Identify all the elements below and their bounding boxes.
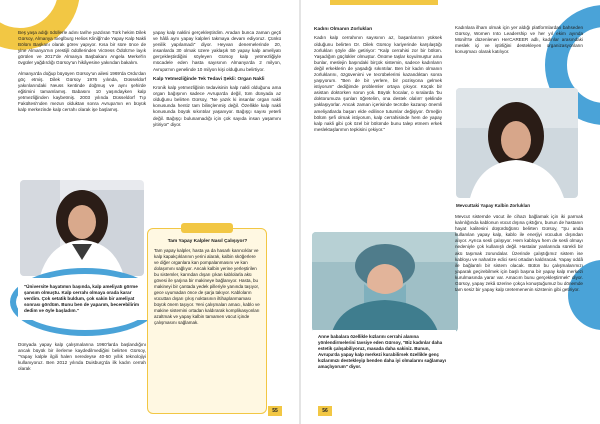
- portrait-photo-doctor-2: [456, 88, 578, 198]
- clipboard-title: Tam Yapay Kalpler Nasıl Çalışıyor?: [167, 239, 248, 244]
- organ-transplant-paragraph: Kronik kalp yetmezliğinin tedavisinin kalp nakli olduğunu ama organ bağışının sadece Avrupa'da değil, tüm dünyada az olduğunu belirten Gürsoy, "Ne yazık ki insanlar organ nakli konusunda hentiz tam bilinçlenmiş değil. Özellikle kalp nakli konusunda büyük sıkıntılar yaşanıyor. Bağışçı sayısı yeterli değil. Bağışçı bulunamadığı için çok sayıda insan yaşamını yitiriyor" diyor.: [153, 85, 281, 127]
- portrait-photo-doctor: [20, 180, 144, 276]
- intro-paragraph: Beş yaşa adığı ödüllerle adını tarihe yazdıran Türk hekim Dilek Gürsoy, Almanya Sieglburg Helios Kliniği'nde Yapay Kalp Nakli Bölüm Başkanı olarak görev yapıyor. Kısa bir süre önce de yine Almanya'nın prestijli ödüllerinden Victress Ödülü'ne layık görülen ve 2017'de Almanya Başbakanı Angela Merkel'in övgüler yağdırdığı Gürsoy'un hikâyesine yakından bakalım.: [18, 30, 146, 66]
- decorative-top-bar: [330, 0, 438, 5]
- right-column-2-bottom: [455, 214, 583, 297]
- section-heading-organ-transplant: Kalp Yetmezliğinde Tek Tedavi Şekli: Organ Nakli: [153, 76, 265, 82]
- left-column-2: [153, 30, 281, 132]
- clipboard-clip: [181, 223, 233, 233]
- caption-box: [313, 330, 456, 374]
- section-heading-challenges: Kadını Olmanın Zorlukları: [314, 27, 373, 32]
- quote-box: [18, 278, 147, 320]
- right-column-2: [455, 25, 583, 59]
- surgeon-photo: [312, 232, 458, 332]
- challenges-paragraph: Kadın kalp cerrahının sayısının az, başarılarının yüksek olduğunu belirten Dr. Dilek Gürsoy kariyerinde karşılaştığı zorlukları şöyle dile getiriyor: "Kalp cerrahisi zor bir bölüm. Yaşadığım güçlükler olmuştur. Önüme taşlar koyulmuştur ama bunlar, meslejin başındaki birçok sistemin, sadece kadınların değil erkeklerin de yaşadığı sıkıntılar. Ben bir kadın olmanın zorluklarını, özgüvenimi ve tecrübelerimi kazandıktan sonra yaşıyorum. "Ben de bir yerlere, bir pozisyona gelmek istiyorum" dediğimde problemler ortaya çıkıyor. Küçük bir asistan doktorken sorun yok. Büyük hocalar, o sıralarda 'bu doktorumuza şunları öğretelim, ona destek olalım' şeklinde yaklaşıyorlar. Ancak zaman içerisinde tecrübe kazanıp önemli ameliyatlarda başarı elde edilince tutumlar değişiyor. Örneğin bölüm şefi olmak istiyorum, kalp cerrahisinde hem de yapay kalp nakli gibi çok özel bir bölümde bunu talep etmem erkek meslektaşlarımın tepkisini çekiyor.": [314, 35, 442, 132]
- left-column-1: [18, 30, 146, 117]
- book-spine: [299, 0, 301, 424]
- caption-text: Anne babalara özellikle kızlarını cerrahi alanına yönlendirmelerini tavsiye eden Gürsoy, "Biz kadınlar daha estetik çalışabiliyoruz, masada daha sakiniz. Bunun, Avrupa'da yapay kalp merkezi kurabilirsek özellikle genç kızlarımızı destekleyip benden daha iyi olmalarını sağlamayı amaçlıyorum" diyor.: [318, 334, 447, 369]
- page-number-left: 55: [268, 406, 282, 416]
- right-column-1: [314, 25, 442, 137]
- bio-paragraph: Almanya'da doğup büyüyen Gürsoy'un ailesi 1969'da Ordu'dan göç etmiş. Dilek Gürsoy 1976 yılında, Düsseldorf yakınlarındaki Neuss kentinde doğmuş ve aynı şehirde eğitimini tamamlamış. Babasını 10 yaşındayken kalp yetmezliğinden kaybetmiş. 2003 yılında Düsseldorf Tıp Fakültesi'nden mezun olduktan sonra Avrupa'nın en büyük kalp merkezinde kalp cerrahı olarak işe başlamış.: [18, 70, 146, 113]
- career-paragraph: yapay kalp naklini gerçekleştirdim. Aradan bunca zaman geçti ve hâlâ aynı yapay kalpleri takmaya devam ediyoruz. Çünkü yenilik yapılamadı" diyor. Heyvan denemelerinde 20, insanlarda 30 olmak üzere yaklaşık 50 yapay kalp ameliyatı gerçekleştirdiğini söyleyen Gürsoy kalp yetmezliğiyle mücadele eden hasta sayısının Almanya'da 2 milyon, Avrupa'nın genelinde 10 milyon kişi olduğunu belirtiyor.: [153, 30, 281, 72]
- left-column-1-bottom: [18, 342, 146, 376]
- page-number-right: 56: [318, 406, 332, 416]
- clipboard-content: [154, 239, 261, 326]
- quote-text: "Üniversite hayatımın başında, kalp ameliyatı görme şansım olmuştu. Kalp cerrahı olmaya orada karar verdim. Çok setatik buldum, çok sakin bir ameliyat sonrası gördüm. Bunu ben de yaparım, becerebilirim dedim ve öyle başladım.": [24, 284, 140, 313]
- inspiration-paragraph: Kadınlara ilham olmak için yer aldığı platformlardan bahseden Gürsoy, Women Into Leadership ve her yıl ekim ayında Münih'te düzenlenen HerCAREER adlı, kadınlar arasındaki meslek içi ve iştirliğini destekleyen organizasyonların konuşmacı olarak katılıyor.: [455, 25, 583, 55]
- history-paragraph: Dünyada yapay kalp çalışmalarına 1960'larda başlandığını ancak büyük bir ilerleme kaydedilmediğini belirten Gürsoy, "Yapay kalple ilgili halen neredeyse 40-50 yıllık teknolojiyi kullanıyoruz. Ben 2012 yılında Duisburg'da ilk kadın cerrah olarak: [18, 342, 146, 372]
- photo-caption-heading: Mevcuttaki Yapay Kalbin Zorlukları: [456, 203, 531, 208]
- current-challenges-paragraph: Mevcut sistemde vücut ile cihazı bağlamak için iki parmak kalınlığında kablonun vücut dışına çıktığını, bunun de hastanın hayat kalitesini düşürdüğünü belirten Gürsoy, "Şu anda kullanılan yapay kalp, kablo ile enerjiyi vücudun dışından alıyor. Ayrıca sesli çalışıyor. Hem kabloyu hem de sesli olmayı nedeniyle çok kullanışlı değil. Hastalar yanlarında sürekli bir akü taşımak zorundalar. Üzerinde çalıştığımız sistem ise kabloyu ve naharize edici sesi ortadan kaldıracak. Yapay oddâ ile bağlantılı bir sistem olacak. Bütün bu çalışmalarımızı yaparak geçirebilmek için başlı başına bir yapay kalp merkezi kurulmasında yarar var. Amacım bunu gerçekleştirmek" diyor. Gürsoy, yapay zekâ üzerine çokça konuştuğumuz bu dönemde tam sesiz bir yapay kalp üretemenenin sizstenin gibi getiriyor.: [455, 214, 583, 293]
- clipboard-text: Tam yapay kalpler, hasta ya da hasarlı karıncıklar ve kalp kapakçıklarının yerini alarak, kalbin sköğerlere ve diğer organlara kan pompalanmasını ve kan dolaşımını sağlıyor. Ancak kalbin yerine yerleştirilen bu sistemler, karından dışarı çıkan kablolarla akü gövesi ile şarjına bir makineye bağlanıyor. Hasta, bu makineyi bir çantada yedek pilleriyle yanında taşıyor, gece uyumadan önce de şarja takıyor. Kabloların vücuttan dışarı çıkış noktasının iltihaplanmaması büyük önem taşıyor. Yeni çalışmaları amacı, kablo ve makine sistemini ortadan kaldırarak komplikasyonları azaltmak ve yapay kalbin tamamen vücut içinde çalışmasını sağlamak.: [154, 248, 260, 325]
